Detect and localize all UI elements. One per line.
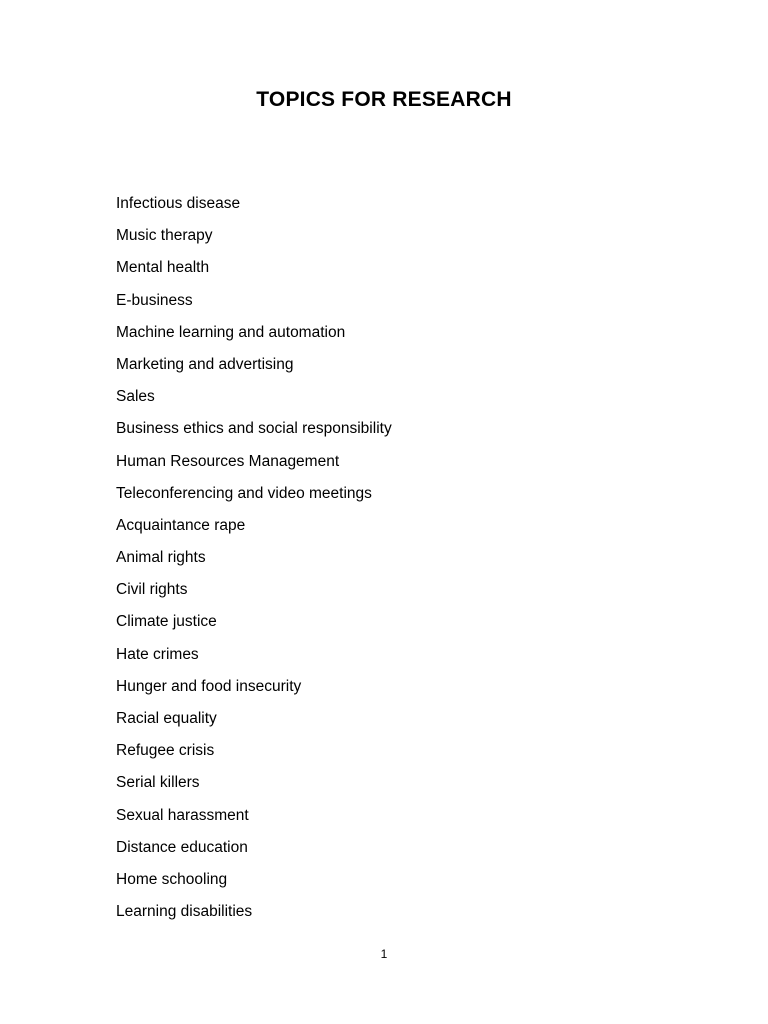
list-item: Racial equality	[116, 710, 217, 727]
list-item: Learning disabilities	[116, 903, 253, 921]
list-item: Sales	[116, 388, 155, 406]
list-item: Serial killers	[116, 774, 200, 792]
list-item: Machine learning and automation	[116, 323, 346, 341]
list-item: Marketing and advertising	[116, 355, 294, 373]
list-item: Animal rights	[116, 549, 206, 567]
list-item: Hate crimes	[116, 645, 199, 663]
list-item: Human Resources Management	[116, 452, 340, 470]
list-item: Teleconferencing and video meetings	[116, 484, 372, 502]
list-item: Hunger and food insecurity	[116, 677, 302, 695]
list-item: Sexual harassment	[116, 806, 249, 824]
list-item: Infectious disease	[116, 195, 241, 212]
list-item: Music therapy	[116, 227, 213, 245]
list-item: E-business	[116, 291, 193, 309]
list-item: Refugee crisis	[116, 742, 215, 760]
list-item: Civil rights	[116, 581, 188, 599]
topic-list	[116, 192, 392, 932]
list-item: Climate justice	[116, 613, 217, 631]
list-item: Distance education	[116, 838, 248, 856]
page-title: TOPICS FOR RESEARCH	[256, 88, 512, 111]
list-item: Mental health	[116, 259, 210, 277]
list-item: Acquaintance rape	[116, 516, 246, 534]
list-item: Home schooling	[116, 870, 228, 888]
list-item: Business ethics and social responsibility	[116, 420, 392, 438]
page-number: 1	[380, 947, 388, 961]
